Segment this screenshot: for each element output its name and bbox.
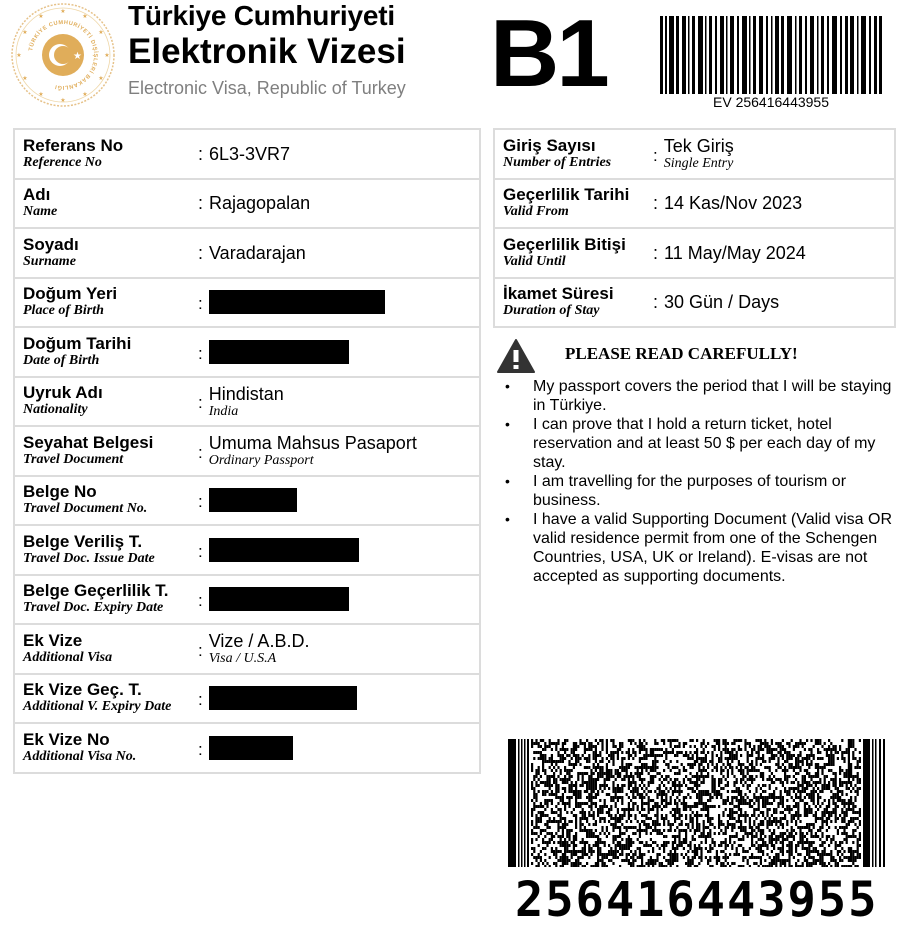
notice-item: • I have a valid Supporting Document (Valid visa OR valid residence permit from one of the Schengen Countries, USA, UK or Ireland). E-visas are not accepted as supporting documents. <box>500 510 900 586</box>
applicant-info-table <box>13 128 481 774</box>
field-label-turkish: Belge Geçerlilik T. <box>23 581 169 601</box>
field-row <box>494 129 895 179</box>
field-value-main: Vize / A.B.D. <box>208 631 310 652</box>
redacted-value <box>209 736 293 760</box>
barcode-large-number: 256416443955 <box>515 872 879 928</box>
field-label <box>14 525 198 575</box>
field-value-main: 14 Kas/Nov 2023 <box>664 193 803 214</box>
field-value-english: Ordinary Passport <box>208 453 314 469</box>
field-value <box>198 624 480 674</box>
field-value <box>198 129 480 179</box>
field-label-turkish: Giriş Sayısı <box>503 135 596 155</box>
field-value-main: Umuma Mahsus Pasaport <box>208 433 417 454</box>
field-value <box>653 129 895 179</box>
pdf417-barcode <box>508 739 885 867</box>
svg-text:★: ★ <box>22 30 28 36</box>
linear-barcode <box>660 16 882 94</box>
field-label-english: Travel Document <box>23 451 124 467</box>
field-value <box>653 179 895 229</box>
field-label-english: Additional Visa <box>23 649 113 665</box>
title-turkish-line1: Türkiye Cumhuriyeti <box>128 0 395 31</box>
field-row <box>14 476 480 526</box>
colon-separator: : <box>198 739 203 759</box>
field-label-turkish: Soyadı <box>23 234 79 254</box>
field-row <box>14 179 480 229</box>
field-label <box>494 179 653 229</box>
field-row <box>14 575 480 625</box>
field-label-english: Nationality <box>23 402 88 418</box>
field-label-turkish: Referans No <box>23 135 124 155</box>
field-value <box>198 377 480 427</box>
field-row <box>14 426 480 476</box>
field-value-main: Tek Giriş <box>663 136 734 157</box>
field-label <box>14 476 198 526</box>
field-label <box>14 575 198 625</box>
field-label-english: Number of Entries <box>503 154 612 170</box>
field-value-english: Visa / U.S.A <box>208 651 277 667</box>
field-value <box>653 278 895 328</box>
svg-text:★: ★ <box>16 53 22 59</box>
field-label-english: Surname <box>23 253 76 269</box>
field-label-turkish: Adı <box>23 185 51 205</box>
field-label-turkish: Doğum Yeri <box>23 284 118 304</box>
field-row <box>14 377 480 427</box>
field-label-english: Additional V. Expiry Date <box>23 699 172 715</box>
svg-text:★: ★ <box>60 98 66 104</box>
field-value <box>198 179 480 229</box>
colon-separator: : <box>198 143 204 164</box>
field-label <box>14 228 198 278</box>
svg-text:★: ★ <box>38 92 44 98</box>
field-value <box>198 525 480 575</box>
field-value-main: 30 Gün / Days <box>664 292 780 313</box>
colon-separator: : <box>198 591 203 611</box>
colon-separator: : <box>198 294 203 314</box>
colon-separator: : <box>653 242 659 263</box>
field-value-english: India <box>208 403 239 419</box>
svg-text:★: ★ <box>82 92 88 98</box>
field-row <box>14 674 480 724</box>
field-row <box>14 228 480 278</box>
field-label <box>494 228 653 278</box>
field-label <box>14 129 198 179</box>
field-row <box>494 179 895 229</box>
field-row <box>494 228 895 278</box>
svg-text:★: ★ <box>82 14 88 20</box>
field-label-turkish: Ek Vize No <box>23 729 110 749</box>
field-value <box>198 723 480 773</box>
redacted-value <box>209 587 349 611</box>
field-value-main: 11 May/May 2024 <box>664 242 806 263</box>
field-label-english: Duration of Stay <box>503 303 600 319</box>
field-label-turkish: Ek Vize Geç. T. <box>23 680 142 700</box>
colon-separator: : <box>198 343 203 363</box>
notice-list <box>500 377 900 586</box>
field-row <box>14 624 480 674</box>
field-value <box>198 278 480 328</box>
field-label-turkish: Seyahat Belgesi <box>23 432 154 452</box>
svg-text:★: ★ <box>60 9 66 15</box>
colon-separator: : <box>198 690 203 710</box>
field-value-main: 6L3-3VR7 <box>209 143 291 164</box>
field-label <box>14 278 198 328</box>
redacted-value <box>209 290 385 314</box>
field-label-english: Travel Doc. Expiry Date <box>23 600 164 616</box>
colon-separator: : <box>653 292 659 313</box>
field-label <box>14 377 198 427</box>
svg-text:★: ★ <box>98 30 104 36</box>
field-label <box>14 723 198 773</box>
field-value <box>198 674 480 724</box>
field-label-turkish: Geçerlilik Bitişi <box>503 234 626 254</box>
field-label <box>494 278 653 328</box>
field-value <box>653 228 895 278</box>
field-label-turkish: Belge No <box>23 482 97 502</box>
notice-title: PLEASE READ CAREFULLY! <box>565 344 798 363</box>
field-label <box>14 426 198 476</box>
field-label-english: Travel Doc. Issue Date <box>23 550 155 566</box>
svg-text:TÜRKİYE CUMHURİYETİ DIŞİŞLERİ: TÜRKİYE CUMHURİYETİ DIŞİŞLERİ BAKANLIĞI <box>28 19 99 91</box>
svg-text:★: ★ <box>104 53 110 59</box>
field-value-main: Rajagopalan <box>209 193 311 214</box>
field-label-turkish: Uyruk Adı <box>23 383 103 403</box>
colon-separator: : <box>198 393 203 413</box>
colon-separator: : <box>653 193 659 214</box>
field-row <box>14 278 480 328</box>
field-row <box>14 327 480 377</box>
field-value-main: Hindistan <box>208 383 284 404</box>
field-label-turkish: İkamet Süresi <box>503 284 614 304</box>
field-label-turkish: Geçerlilik Tarihi <box>503 185 630 205</box>
colon-separator: : <box>198 193 204 214</box>
svg-text:★: ★ <box>38 14 44 20</box>
colon-separator: : <box>198 242 204 263</box>
notice-item: • I am travelling for the purposes of tourism or business. <box>500 472 900 510</box>
field-label-english: Reference No <box>23 154 102 170</box>
colon-separator: : <box>198 640 203 660</box>
notice-item: • My passport covers the period that I will be staying in Türkiye. <box>500 377 900 415</box>
field-label-english: Valid From <box>503 204 569 220</box>
field-label-english: Additional Visa No. <box>23 748 137 764</box>
colon-separator: : <box>653 145 658 165</box>
redacted-value <box>209 686 357 710</box>
warning-triangle-icon <box>496 338 536 374</box>
field-label <box>14 179 198 229</box>
redacted-value <box>209 340 349 364</box>
visa-category: B1 <box>490 0 607 107</box>
redacted-value <box>209 538 359 562</box>
colon-separator: : <box>198 541 203 561</box>
field-label-english: Place of Birth <box>23 303 104 319</box>
redacted-value <box>209 488 297 512</box>
field-label-english: Name <box>23 204 58 220</box>
field-label <box>14 674 198 724</box>
field-value <box>198 575 480 625</box>
field-label <box>14 327 198 377</box>
colon-separator: : <box>198 442 203 462</box>
svg-text:★: ★ <box>22 76 28 82</box>
title-turkish-line2: Elektronik Vizesi <box>128 32 406 71</box>
ministry-seal-logo <box>10 2 116 108</box>
field-value <box>198 228 480 278</box>
barcode-number-label: EV 256416443955 <box>713 94 829 110</box>
field-label-turkish: Ek Vize <box>23 630 83 650</box>
field-label-english: Valid Until <box>503 253 566 269</box>
svg-text:★: ★ <box>98 76 104 82</box>
field-label <box>494 129 653 179</box>
field-row <box>14 525 480 575</box>
field-value <box>198 476 480 526</box>
field-row <box>14 723 480 773</box>
svg-text:★: ★ <box>73 51 82 62</box>
field-label-english: Travel Document No. <box>23 501 148 517</box>
field-value <box>198 327 480 377</box>
field-label-english: Date of Birth <box>23 352 100 368</box>
field-label <box>14 624 198 674</box>
field-value-english: Single Entry <box>663 156 734 172</box>
colon-separator: : <box>198 492 203 512</box>
notice-item: • I can prove that I hold a return ticket, hotel reservation and at least 50 $ per each day of my stay. <box>500 415 900 472</box>
field-value-main: Varadarajan <box>209 242 306 263</box>
field-label-turkish: Doğum Tarihi <box>23 333 132 353</box>
field-row <box>14 129 480 179</box>
visa-info-table <box>493 128 896 328</box>
subtitle-english: Electronic Visa, Republic of Turkey <box>128 78 406 98</box>
field-value <box>198 426 480 476</box>
field-row <box>494 278 895 328</box>
field-label-turkish: Belge Veriliş T. <box>23 531 143 551</box>
